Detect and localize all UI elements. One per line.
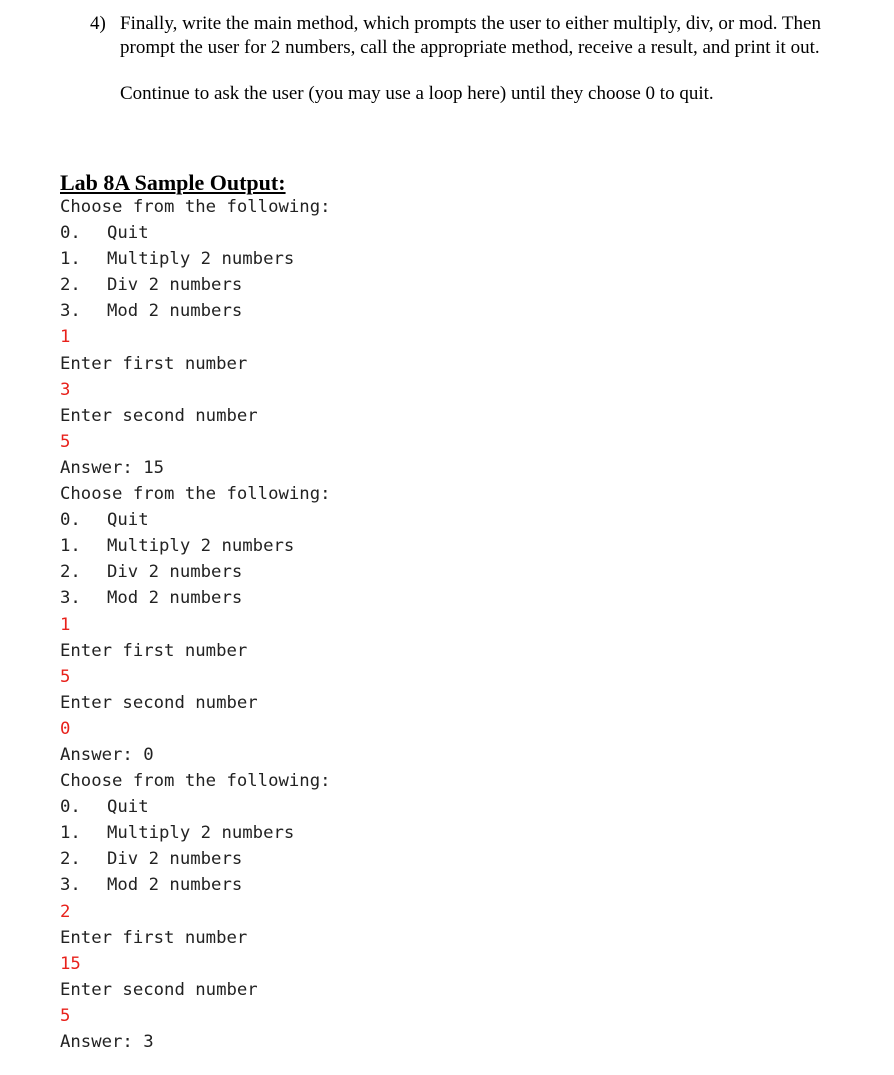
console-output-line: Answer: 0 [60, 744, 154, 765]
user-input-line: 5 [60, 431, 71, 452]
menu-option [60, 794, 331, 820]
menu-option-number: 1. [60, 823, 81, 844]
menu-option [60, 846, 331, 872]
menu-option-label: Multiply 2 numbers [107, 823, 295, 844]
console-output-line: Enter first number [60, 927, 248, 948]
menu-option-label: Multiply 2 numbers [107, 249, 295, 270]
item-paragraph-continue: Continue to ask the user (you may use a loop here) until they choose 0 to quit. [120, 83, 714, 104]
menu-option-label: Div 2 numbers [107, 562, 243, 583]
console-output-line: Choose from the following: [60, 197, 331, 217]
menu-option-label: Mod 2 numbers [107, 301, 243, 322]
user-input-line: 5 [60, 666, 71, 687]
menu-option-label: Quit [107, 797, 149, 818]
menu-option-label: Mod 2 numbers [107, 875, 243, 896]
item-paragraph-main: Finally, write the main method, which prompts the user to either multiply, div, or mod. Then prompt the user for 2 numbers, call the appropriate method, receive a result, and print it out. [120, 13, 821, 58]
menu-option-label: Quit [107, 510, 149, 531]
menu-option-number: 1. [60, 249, 81, 270]
console-output [60, 194, 331, 1055]
menu-option [60, 533, 331, 559]
menu-option [60, 559, 331, 585]
console-output-line: Enter first number [60, 640, 248, 661]
user-input-line: 2 [60, 901, 71, 922]
menu-option-number: 2. [60, 275, 81, 296]
item-body [120, 12, 870, 106]
menu-option-number: 3. [60, 875, 81, 896]
menu-option-number: 3. [60, 301, 81, 322]
user-input-line: 1 [60, 614, 71, 635]
menu-option-number: 0. [60, 797, 81, 818]
menu-option-number: 0. [60, 510, 81, 531]
console-output-line: Choose from the following: [60, 771, 331, 792]
menu-option-number: 0. [60, 223, 81, 244]
menu-option [60, 246, 331, 272]
menu-option [60, 507, 331, 533]
user-input-line: 5 [60, 1005, 71, 1026]
menu-option [60, 872, 331, 898]
console-output-line: Enter second number [60, 405, 258, 426]
menu-option-label: Div 2 numbers [107, 275, 243, 296]
menu-option [60, 820, 331, 846]
menu-option [60, 585, 331, 611]
menu-option-label: Quit [107, 223, 149, 244]
menu-option [60, 220, 331, 246]
menu-option-number: 1. [60, 536, 81, 557]
sample-output-heading: Lab 8A Sample Output: [60, 170, 286, 195]
user-input-line: 0 [60, 718, 71, 739]
menu-option [60, 298, 331, 324]
console-output-line: Enter second number [60, 692, 258, 713]
user-input-line: 3 [60, 379, 71, 400]
menu-option-number: 2. [60, 562, 81, 583]
console-output-line: Enter second number [60, 979, 258, 1000]
menu-option-label: Multiply 2 numbers [107, 536, 295, 557]
instruction-item [90, 12, 870, 106]
menu-option-label: Mod 2 numbers [107, 588, 243, 609]
console-output-line: Choose from the following: [60, 484, 331, 505]
menu-option [60, 272, 331, 298]
menu-option-label: Div 2 numbers [107, 849, 243, 870]
user-input-line: 1 [60, 327, 71, 348]
console-output-line: Answer: 3 [60, 1032, 154, 1052]
console-output-line: Enter first number [60, 353, 248, 374]
menu-option-number: 2. [60, 849, 81, 870]
menu-option-number: 3. [60, 588, 81, 609]
user-input-line: 15 [60, 953, 81, 974]
console-output-line: Answer: 15 [60, 457, 165, 478]
item-number: 4) [90, 13, 106, 34]
